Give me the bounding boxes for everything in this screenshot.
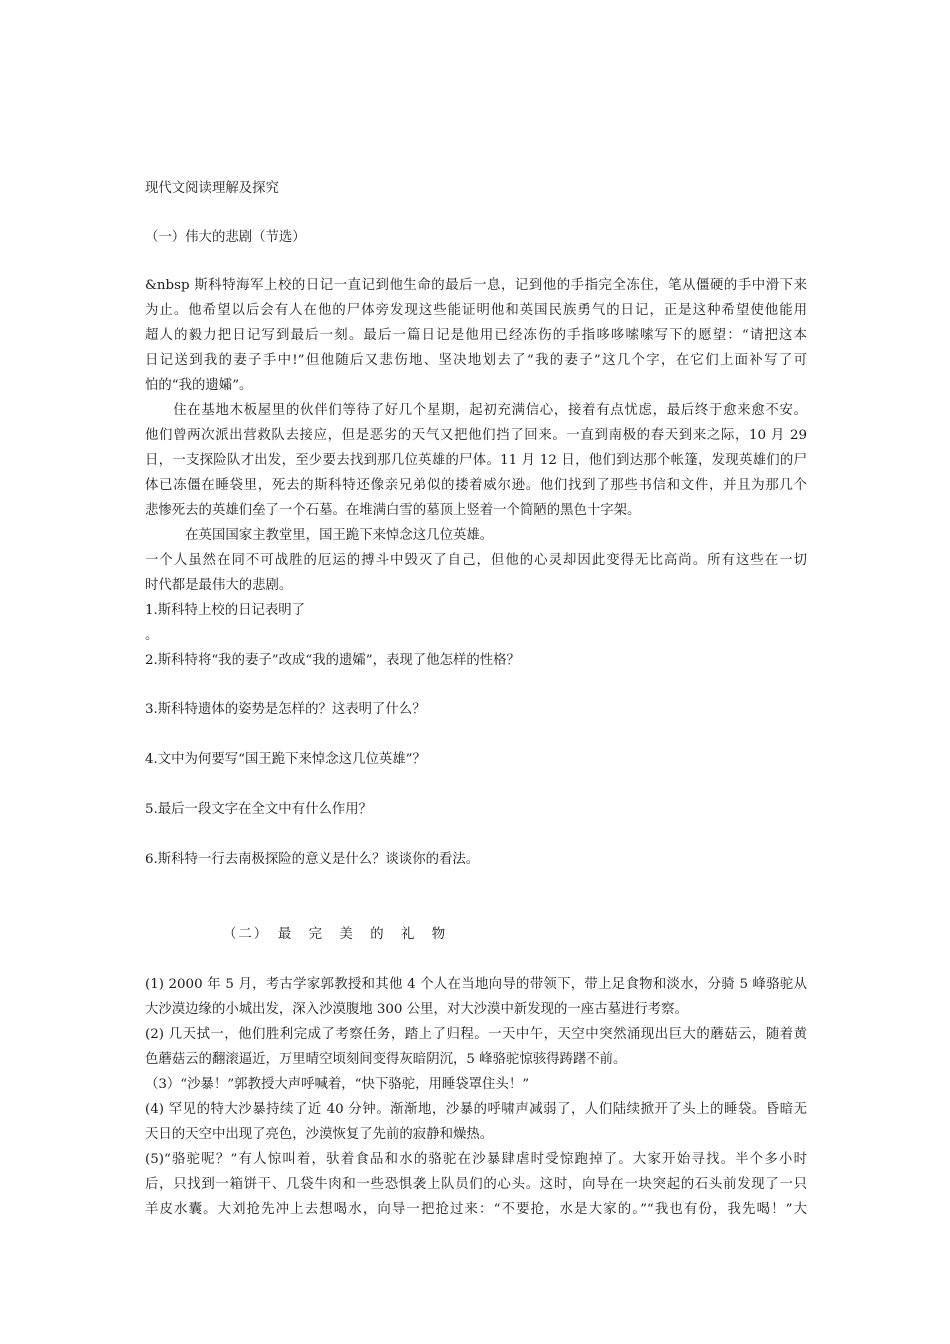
s2-line9: 后，只找到一箱饼干、几袋牛肉和一些恐惧袭上队员们的心头。这时，向导在一块突起的石头前发现了一只: [145, 1177, 807, 1192]
s1-p1-line4: 日记送到我的妻子手中!”但他随后又悲伤地、坚决地划去了“我的妻子”这几个字，在它们上面补写了可: [145, 353, 807, 368]
question-4: 4.文中为何要写“国王跪下来悼念这几位英雄”？: [145, 752, 426, 767]
s1-p1-line1: &nbsp 斯科特海军上校的日记一直记到他生命的最后一息，记到他的手指完全冻住，笔从僵硬的手中滑下来: [145, 278, 807, 293]
s1-p2-line1: 住在基地木板屋里的伙伴们等待了好几个星期，起初充满信心，接着有点忧虑，最后终于愈来愈不安。: [145, 403, 807, 418]
s2-line4: 色蘑菇云的翻滚逼近，万里晴空顷刻间变得灰暗阴沉，5 峰骆驼惊骇得踌躇不前。: [145, 1052, 627, 1067]
question-1-blank: 。: [145, 628, 159, 643]
s2-line10: 羊皮水囊。大刘抢先冲上去想喝水，向导一把抢过来：“不要抢，水是大家的。”“我也有份，我先喝！”大: [145, 1202, 807, 1217]
s2-line6: (4) 罕见的特大沙暴持续了近 40 分钟。渐渐地，沙暴的呼啸声减弱了，人们陆续掀开了头上的睡袋。昏暗无: [145, 1102, 807, 1117]
question-5: 5.最后一段文字在全文中有什么作用？: [145, 802, 373, 817]
s1-p1-line3: 超人的毅力把日记写到最后一刻。最后一篇日记是他用已经冻伤的手指哆哆嗦嗦写下的愿望：“请把这本: [145, 328, 807, 343]
s1-p2-line4: 体已冻僵在睡袋里，死去的斯科特还像亲兄弟似的搂着威尔逊。他们找到了那些书信和文件，并且为那几个: [145, 478, 807, 493]
section2-heading: （二） 最 完 美 的 礼 物: [223, 927, 448, 942]
section1-heading: （一）伟大的悲剧（节选）: [145, 230, 306, 245]
s2-line2: 大沙漠边缘的小城出发，深入沙漠腹地 300 公里，对大沙漠中新发现的一座古墓进行考察。: [145, 1002, 688, 1017]
s1-p2-line5: 悲惨死去的英雄们垒了一个石墓。在堆满白雪的墓顶上竖着一个简陋的黑色十字架。: [145, 503, 641, 518]
s1-p1-line2: 为止。他希望以后会有人在他的尸体旁发现这些能证明他和英国民族勇气的日记，正是这种希望使他能用: [145, 303, 807, 318]
question-6: 6.斯科特一行去南极探险的意义是什么？谈谈你的看法。: [145, 852, 480, 867]
s1-p1-line5: 怕的“我的遗孀”。: [145, 378, 253, 393]
s2-line8: (5)“骆驼呢？”有人惊叫着，驮着食品和水的骆驼在沙暴肆虐时受惊跑掉了。大家开始寻找。半个多小时: [145, 1152, 807, 1167]
s2-line5: （3）“沙暴！”郭教授大声呼喊着，“快下骆驼，用睡袋罩住头！”: [145, 1077, 530, 1092]
s1-p3-line1: 在英国国家主教堂里，国王跪下来悼念这几位英雄。: [145, 528, 494, 543]
document-title: 现代文阅读理解及探究: [145, 181, 279, 196]
s2-line7: 天日的天空中出现了亮色，沙漠恢复了先前的寂静和燥热。: [145, 1127, 494, 1142]
question-3: 3.斯科特遗体的姿势是怎样的？这表明了什么？: [145, 702, 426, 717]
s1-p4-line2: 时代都是最伟大的悲剧。: [145, 578, 293, 593]
s1-p2-line3: 日，一支探险队才出发，至少要去找到那几位英雄的尸体。11 月 12 日，他们到达那个帐篷，发现英雄们的尸: [145, 453, 807, 468]
s1-p2-line2: 他们曾两次派出营救队去接应，但是恶劣的天气又把他们挡了回来。一直到南极的春天到来之际，10 月 29: [145, 428, 807, 443]
s2-line1: (1) 2000 年 5 月，考古学家郭教授和其他 4 个人在当地向导的带领下，带上足食物和淡水，分骑 5 峰骆驼从: [145, 977, 807, 992]
s1-p4-line1: 一个人虽然在同不可战胜的厄运的搏斗中毁灭了自己，但他的心灵却因此变得无比高尚。所有这些在一切: [145, 553, 807, 568]
s2-line3: (2) 几天拭一，他们胜利完成了考察任务，踏上了归程。一天中午，天空中突然涌现出巨大的蘑菇云，随着黄: [145, 1027, 807, 1042]
question-1: 1.斯科特上校的日记表明了: [145, 603, 306, 618]
question-2: 2.斯科特将“我的妻子”改成“我的遗孀”，表现了他怎样的性格？: [145, 653, 520, 668]
